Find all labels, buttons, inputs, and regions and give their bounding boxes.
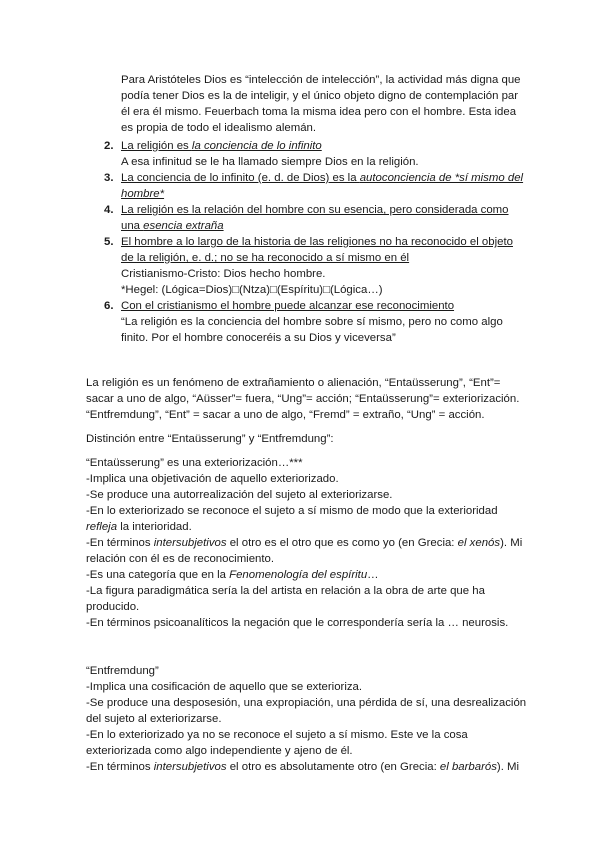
- ent-line-5-b: el otro es el otro que es como yo (en Grecia:: [226, 537, 458, 549]
- ent-line-5-a: -En términos: [86, 537, 154, 549]
- entf-line-1: -Implica una cosificación de aquello que se exterioriza.: [86, 681, 363, 693]
- para1-line-3: “Entfremdung”, “Ent” = sacar a uno de algo, “Fremd” = extraño, “Ung” = acción.: [86, 409, 485, 421]
- ent-line-9: producido.: [86, 601, 140, 613]
- list-item-5-cont: de la religión, e. d.; no se ha reconocido a sí mismo en él: [121, 252, 410, 264]
- list-number-5: 5.: [104, 236, 114, 248]
- list-item-5: El hombre a lo largo de la historia de las religiones no ha reconocido el objeto: [121, 236, 513, 248]
- list-item-4-italic: esencia extraña: [143, 220, 224, 232]
- entf-line-2: -Se produce una desposesión, una expropiación, una pérdida de sí, una desrealización: [86, 697, 527, 709]
- intro-line-2: podía tener Dios es la de inteligir, y el único objeto digno de contemplación par: [121, 90, 519, 102]
- intro-line-3: él era él mismo. Feuerbach toma la misma idea pero con el hombre. Esta idea: [121, 106, 517, 118]
- ent-line-4-italic: refleja: [86, 521, 118, 533]
- ent-line-8: -La figura paradigmática sería la del artista en relación a la obra de arte que ha: [86, 585, 485, 597]
- entf-line-6-b: el otro es absolutamente otro (en Grecia:: [226, 761, 440, 773]
- ent-line-4-text: la interioridad.: [117, 521, 192, 533]
- list-item-3: [121, 170, 523, 186]
- ent-line-7-a: -Es una categoría que en la: [86, 569, 230, 581]
- entf-line-6-c: ). Mi: [496, 761, 520, 773]
- list-item-2: [121, 138, 322, 154]
- list-item-2-note: A esa infinitud se le ha llamado siempre Dios en la religión.: [121, 156, 419, 168]
- ent-line-4: [86, 519, 192, 535]
- list-item-4-cont-text: una: [121, 220, 144, 232]
- entf-line-6: [86, 759, 519, 775]
- list-number-3: 3.: [104, 172, 114, 184]
- intro-line-4: es propia de todo el idealismo alemán.: [121, 122, 317, 134]
- ent-line-1: -Implica una objetivación de aquello exteriorizado.: [86, 473, 339, 485]
- ent-line-7: [86, 567, 379, 583]
- list-item-3-cont: hombre*: [121, 188, 165, 200]
- entf-line-6-italic: intersubjetivos: [153, 761, 227, 773]
- entf-line-3: del sujeto al exteriorizarse.: [86, 713, 222, 725]
- list-number-6: 6.: [104, 300, 114, 312]
- ent-line-5-c: ). Mi: [500, 537, 523, 549]
- list-item-2-italic: la conciencia de lo infinito: [191, 140, 322, 152]
- ent-line-10: -En términos psicoanalíticos la negación que le correspondería sería la … neurosis.: [86, 617, 509, 629]
- intro-line-1: Para Aristóteles Dios es “intelección de intelección”, la actividad más digna que: [121, 74, 521, 86]
- list-number-4: 4.: [104, 204, 114, 216]
- list-item-6-quote-2: finito. Por el hombre conoceréis a su Dios y viceversa”: [121, 332, 396, 344]
- entf-line-6-italic-2: el barbarós: [439, 761, 497, 773]
- ent-line-7-italic: Fenomenología del espíritu: [229, 569, 368, 581]
- list-item-4-cont: [121, 218, 224, 234]
- list-item-5-note-2: *Hegel: (Lógica=Dios)□(Ntza)□(Espíritu)□(Lógica…): [121, 284, 383, 296]
- list-number-2: 2.: [104, 140, 114, 152]
- list-item-2-text: La religión es: [121, 140, 192, 152]
- entf-line-5: exteriorizada como algo independiente y ajeno de él.: [86, 745, 353, 757]
- entf-line-6-a: -En términos: [86, 761, 154, 773]
- list-item-6: Con el cristianismo el hombre puede alcanzar ese reconocimiento: [121, 300, 455, 312]
- para1-line-2: sacar a uno de algo, “Aüsser”= fuera, “Ung”= acción; “Entaüsserung”= exteriorización.: [86, 393, 520, 405]
- entf-title: “Entfremdung”: [86, 665, 159, 677]
- para1-line-1: La religión es un fenómeno de extrañamiento o alienación, “Entaüsserung”, “Ent”=: [86, 377, 501, 389]
- ent-line-6: relación con él es de reconocimiento.: [86, 553, 275, 565]
- list-item-5-note-1: Cristianismo-Cristo: Dios hecho hombre.: [121, 268, 326, 280]
- entf-line-4: -En lo exteriorizado ya no se reconoce el sujeto a sí mismo. Este ve la cosa: [86, 729, 468, 741]
- list-item-3-text: La conciencia de lo infinito (e. d. de Dios) es la: [121, 172, 360, 184]
- ent-line-5-italic-2: el xenós: [457, 537, 501, 549]
- list-item-3-italic: autoconciencia de *sí mismo del: [359, 172, 524, 184]
- ent-line-5-italic: intersubjetivos: [153, 537, 227, 549]
- ent-line-3: -En lo exteriorizado se reconoce el sujeto a sí mismo de modo que la exterioridad: [86, 505, 498, 517]
- ent-line-7-b: …: [367, 569, 379, 581]
- list-item-4: La religión es la relación del hombre con su esencia, pero considerada como: [121, 204, 509, 216]
- distinction-heading: Distinción entre “Entaüsserung” y “Entfremdung”:: [86, 433, 334, 445]
- ent-line-5: [86, 535, 522, 551]
- ent-title: “Entaüsserung” es una exteriorización…***: [86, 457, 303, 469]
- ent-line-2: -Se produce una autorrealización del sujeto al exteriorizarse.: [86, 489, 393, 501]
- list-item-6-quote-1: “La religión es la conciencia del hombre sobre sí mismo, pero no como algo: [121, 316, 503, 328]
